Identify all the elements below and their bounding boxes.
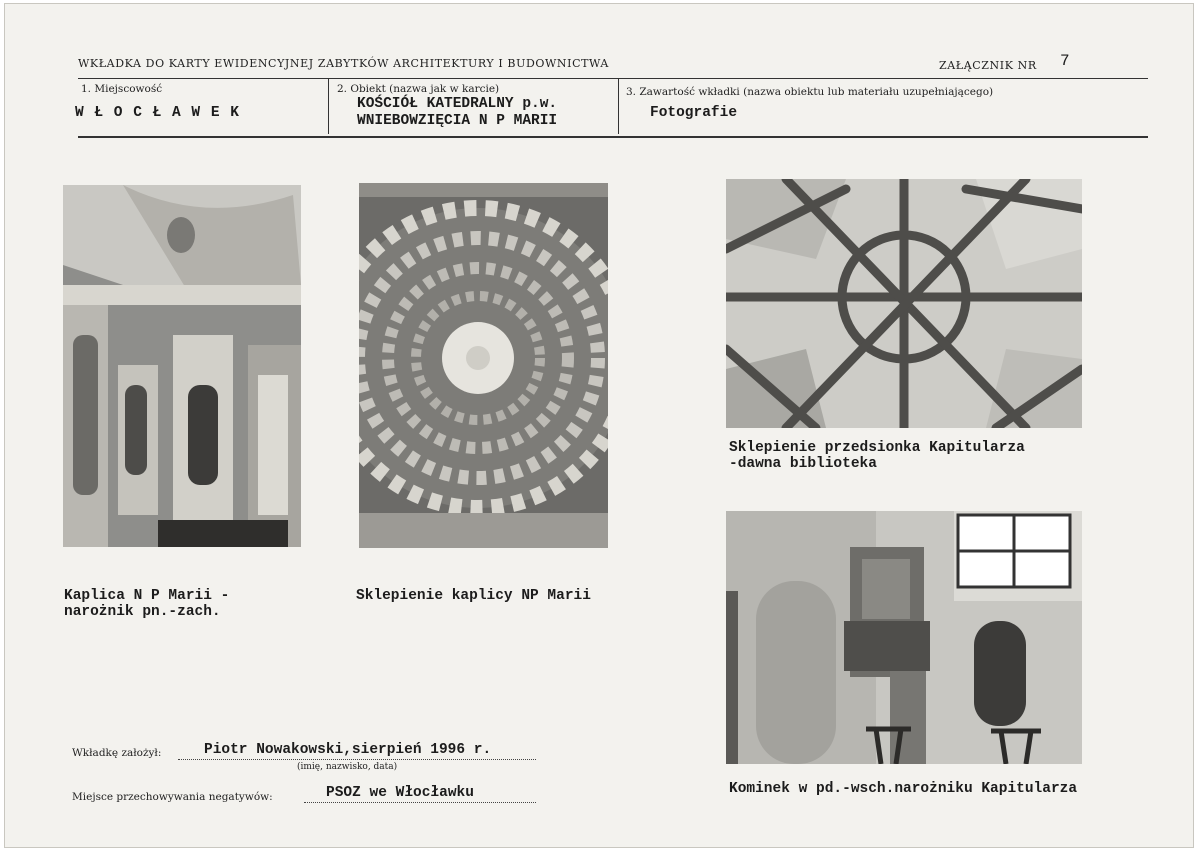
header-rule-top (78, 78, 1148, 79)
locality-value: W Ł O C Ł A W E K (75, 105, 240, 121)
photo-chapel-corner (63, 185, 301, 547)
divider-1 (328, 78, 329, 134)
content-value: Fotografie (650, 105, 738, 121)
photo-vestibule-vault (726, 179, 1082, 428)
created-by-hint: (imię, nazwisko, data) (297, 762, 398, 772)
negatives-label: Miejsce przechowywania negatywów: (72, 791, 273, 803)
divider-2 (618, 78, 619, 134)
locality-label: 1. Miejscowość (81, 83, 163, 95)
photo-fireplace (726, 511, 1082, 764)
form-title: WKŁADKA DO KARTY EWIDENCYJNEJ ZABYTKÓW ARCHITEKTURY I BUDOWNICTWA (78, 57, 609, 70)
created-by-label: Wkładkę założył: (72, 747, 162, 759)
content-label: 3. Zawartość wkładki (nazwa obiektu lub materiału uzupełniającego) (626, 86, 994, 98)
negatives-value: PSOZ we Włocławku (326, 785, 474, 801)
header-rule-bottom (78, 136, 1148, 138)
caption-chapel-corner: Kaplica N P Marii - narożnik pn.-zach. (64, 588, 230, 620)
object-label: 2. Obiekt (nazwa jak w karcie) (337, 83, 500, 95)
caption-dome-vault: Sklepienie kaplicy NP Marii (356, 588, 591, 604)
created-by-value: Piotr Nowakowski,sierpień 1996 r. (204, 742, 492, 758)
created-by-dotted-line (178, 759, 536, 760)
photo-dome-vault (359, 183, 608, 548)
caption-vestibule-vault: Sklepienie przedsionka Kapitularza -dawna biblioteka (729, 440, 1025, 472)
caption-fireplace: Kominek w pd.-wsch.narożniku Kapitularza (729, 781, 1078, 797)
attachment-number: 7 (1060, 52, 1070, 70)
document-sheet (4, 3, 1194, 848)
negatives-dotted-line (304, 802, 536, 803)
attachment-label: ZAŁĄCZNIK NR (939, 59, 1037, 72)
object-value-line1: KOŚCIÓŁ KATEDRALNY p.w. (357, 96, 558, 112)
object-value-line2: WNIEBOWZIĘCIA N P MARII (357, 113, 558, 129)
